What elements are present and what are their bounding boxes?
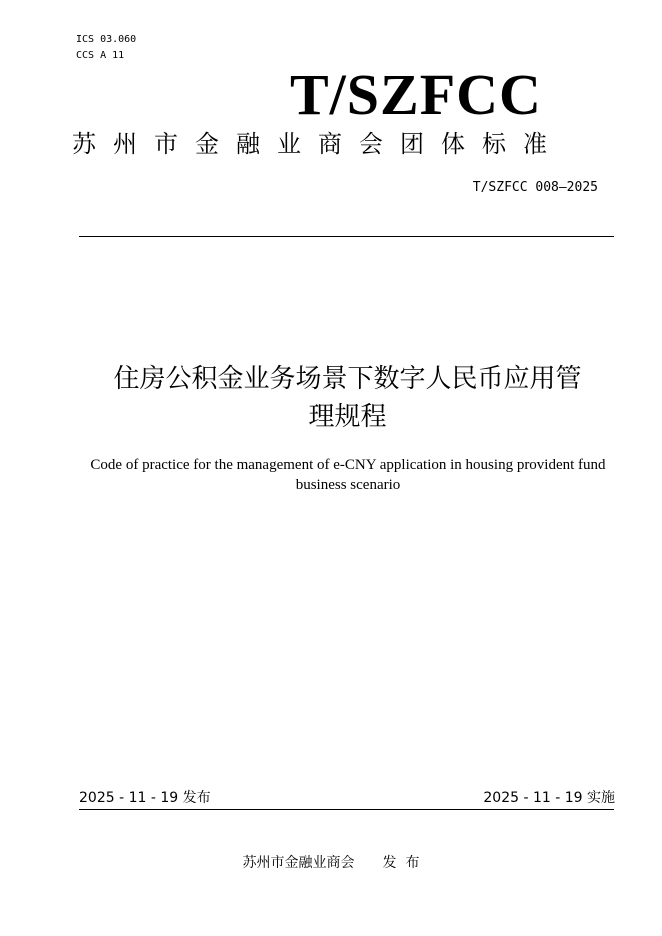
top-divider [79,236,614,237]
classification-codes [76,32,136,64]
publisher-name: 苏州市金融业商会 [242,855,355,871]
standard-logo: T/SZFCC [290,62,542,127]
ics-code: ICS 03.060 [76,34,137,45]
english-title-line-1: Code of practice for the management of e-CNY application in housing provident fund [90,457,606,473]
standard-number: T/SZFCC 008—2025 [472,180,598,195]
english-title [78,455,618,495]
bottom-divider [79,809,614,810]
issue-date: 2025 - 11 - 19 发布 [79,790,211,806]
chinese-title-line-2: 理规程 [308,402,387,432]
ccs-code: CCS A 11 [76,50,125,61]
english-title-line-2: business scenario [295,477,401,493]
chinese-title [80,360,615,436]
org-standard-title: 苏州市金融业商会团体标准 [72,130,564,158]
implementation-date: 2025 - 11 - 19 实施 [483,790,615,806]
publish-action: 发 布 [382,855,420,871]
publisher-line [0,853,662,873]
chinese-title-line-1: 住房公积金业务场景下数字人民币应用管 [113,364,582,394]
